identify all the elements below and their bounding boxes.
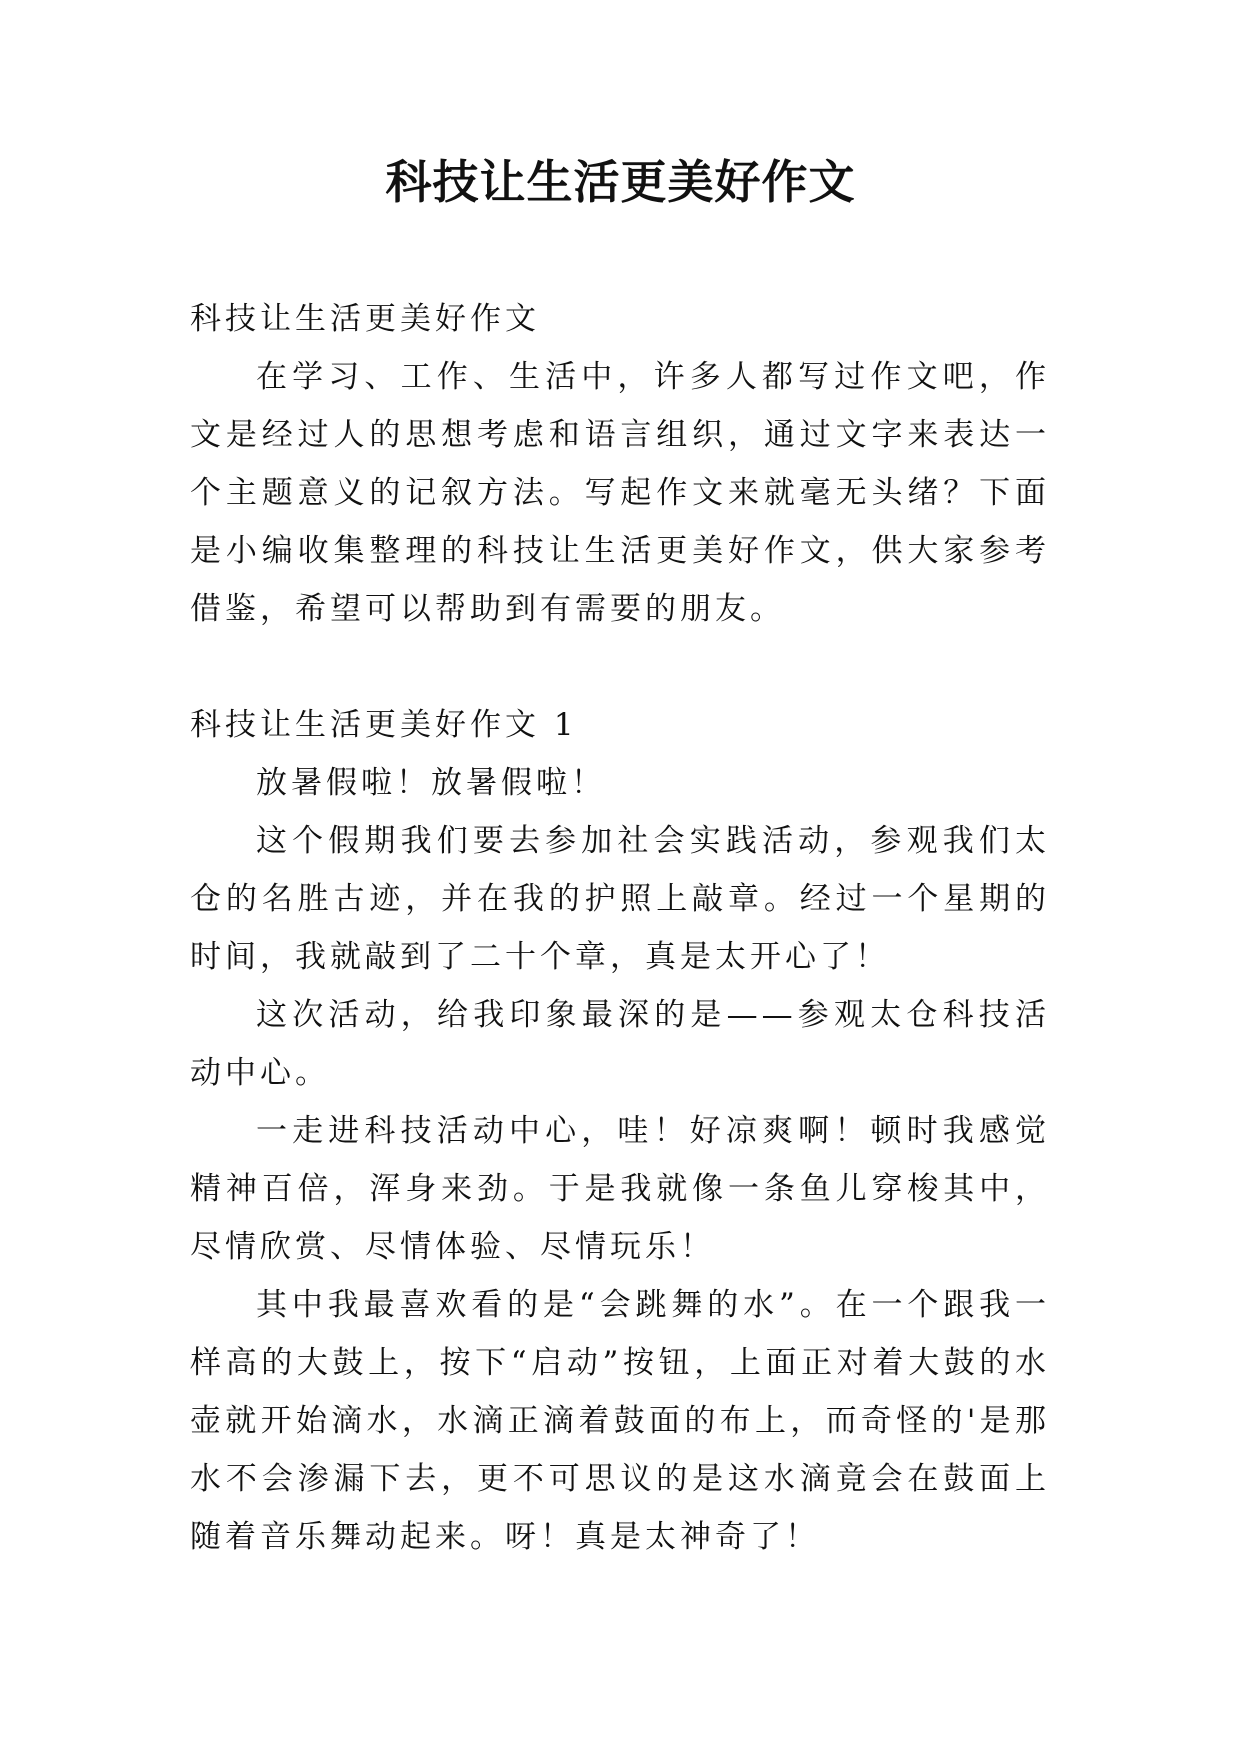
section1-paragraph: 这次活动，给我印象最深的是——参观太仓科技活动中心。 [190,997,1050,1091]
intro-heading: 科技让生活更美好作文 [190,301,540,337]
section1-paragraph: 其中我最喜欢看的是“会跳舞的水”。在一个跟我一样高的大鼓上，按下“启动”按钮，上面正对着大鼓的水壶就开始滴水，水滴正滴着鼓面的布上，而奇怪的'是那水不会渗漏下去，更不可思议的是这水滴竟会在鼓面上随着音乐舞动起来。呀！真是太神奇了！ [190,1287,1050,1555]
document-body [190,290,1050,1566]
intro-paragraph: 在学习、工作、生活中，许多人都写过作文吧，作文是经过人的思想考虑和语言组织，通过文字来表达一个主题意义的记叙方法。写起作文来就毫无头绪？下面是小编收集整理的科技让生活更美好作文，供大家参考借鉴，希望可以帮助到有需要的朋友。 [190,359,1050,627]
document-title: 科技让生活更美好作文 [385,155,856,209]
section1-paragraph: 放暑假啦！放暑假啦！ [256,765,606,801]
section-spacer [190,638,1050,696]
section1-paragraph: 这个假期我们要去参加社会实践活动，参观我们太仓的名胜古迹，并在我的护照上敲章。经过一个星期的时间，我就敲到了二十个章，真是太开心了！ [190,823,1050,975]
section1-paragraph: 一走进科技活动中心，哇！好凉爽啊！顿时我感觉精神百倍，浑身来劲。于是我就像一条鱼儿穿梭其中，尽情欣赏、尽情体验、尽情玩乐！ [190,1113,1050,1265]
section1-heading: 科技让生活更美好作文 1 [190,707,578,743]
